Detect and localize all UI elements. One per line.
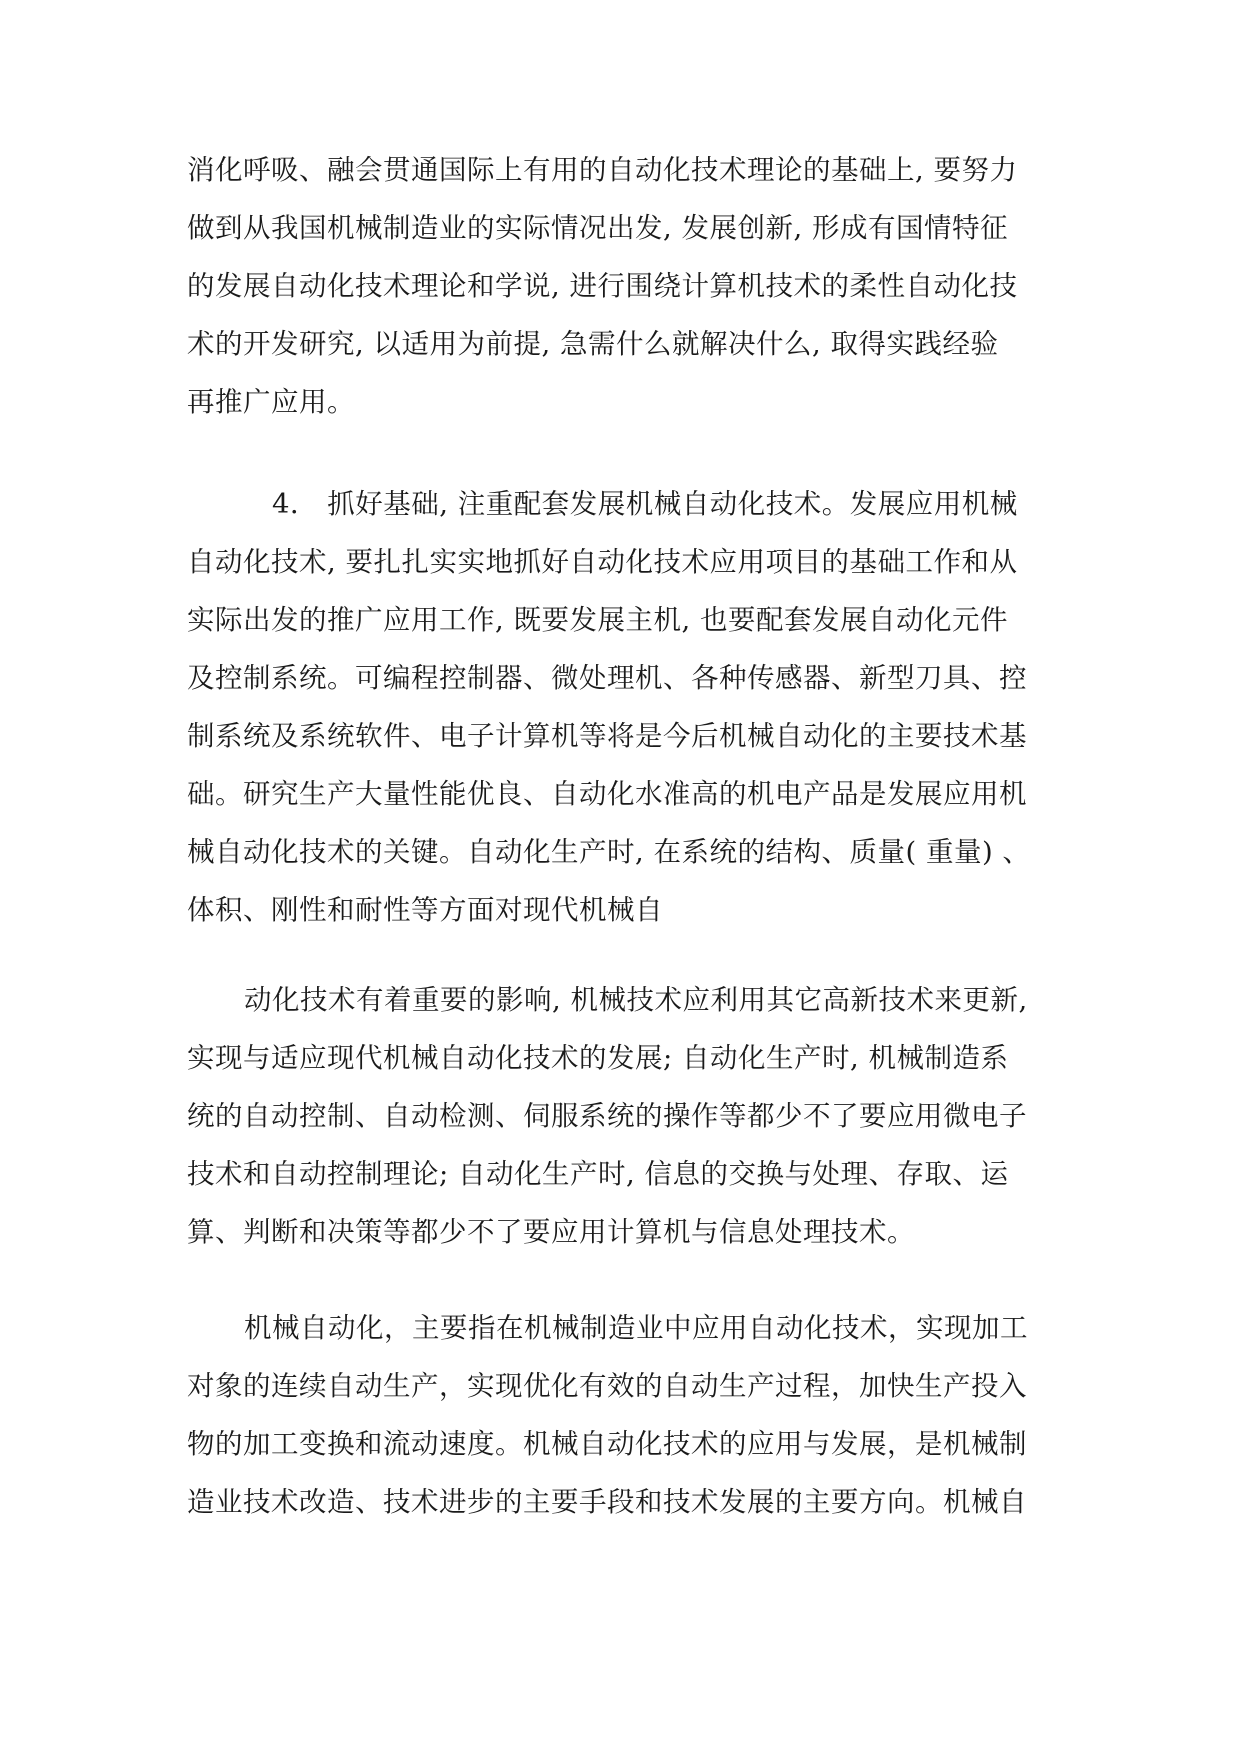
text-line: 础。研究生产大量性能优良、自动化水准高的机电产品是发展应用机 — [187, 778, 1027, 810]
text-line: 做到从我国机械制造业的实际情况出发, 发展创新, 形成有国情特征 — [187, 212, 1008, 244]
text-line: 技术和自动控制理论; 自动化生产时, 信息的交换与处理、存取、运 — [187, 1158, 1009, 1190]
text-line: 算、判断和决策等都少不了要应用计算机与信息处理技术。 — [187, 1216, 915, 1248]
text-line: 械自动化技术的关键。自动化生产时, 在系统的结构、质量( 重量) 、 — [187, 836, 1031, 868]
text-line: 再推广应用。 — [187, 386, 355, 418]
text-line: 4． 抓好基础, 注重配套发展机械自动化技术。发展应用机械 — [272, 488, 1018, 520]
text-line: 物的加工变换和流动速度。机械自动化技术的应用与发展，是机械制 — [187, 1428, 1027, 1460]
text-line: 消化呼吸、融会贯通国际上有用的自动化技术理论的基础上, 要努力 — [187, 154, 1018, 186]
text-line: 实现与适应现代机械自动化技术的发展; 自动化生产时, 机械制造系 — [187, 1042, 1009, 1074]
text-line: 对象的连续自动生产，实现优化有效的自动生产过程，加快生产投入 — [187, 1370, 1027, 1402]
text-line: 的发展自动化技术理论和学说, 进行围绕计算机技术的柔性自动化技 — [187, 270, 1018, 302]
text-line: 造业技术改造、技术进步的主要手段和技术发展的主要方向。机械自 — [187, 1486, 1027, 1518]
text-line: 机械自动化，主要指在机械制造业中应用自动化技术，实现加工 — [244, 1312, 1028, 1344]
text-line: 统的自动控制、自动检测、伺服系统的操作等都少不了要应用微电子 — [187, 1100, 1027, 1132]
text-line: 自动化技术, 要扎扎实实地抓好自动化技术应用项目的基础工作和从 — [187, 546, 1018, 578]
text-line: 实际出发的推广应用工作, 既要发展主机, 也要配套发展自动化元件 — [187, 604, 1008, 636]
text-line: 体积、刚性和耐性等方面对现代机械自 — [187, 894, 663, 926]
text-line: 制系统及系统软件、电子计算机等将是今后机械自动化的主要技术基 — [187, 720, 1027, 752]
text-line: 及控制系统。可编程控制器、微处理机、各种传感器、新型刀具、控 — [187, 662, 1027, 694]
text-line: 术的开发研究, 以适用为前提, 急需什么就解决什么, 取得实践经验 — [187, 328, 999, 360]
text-line: 动化技术有着重要的影响, 机械技术应利用其它高新技术来更新, — [244, 984, 1028, 1016]
